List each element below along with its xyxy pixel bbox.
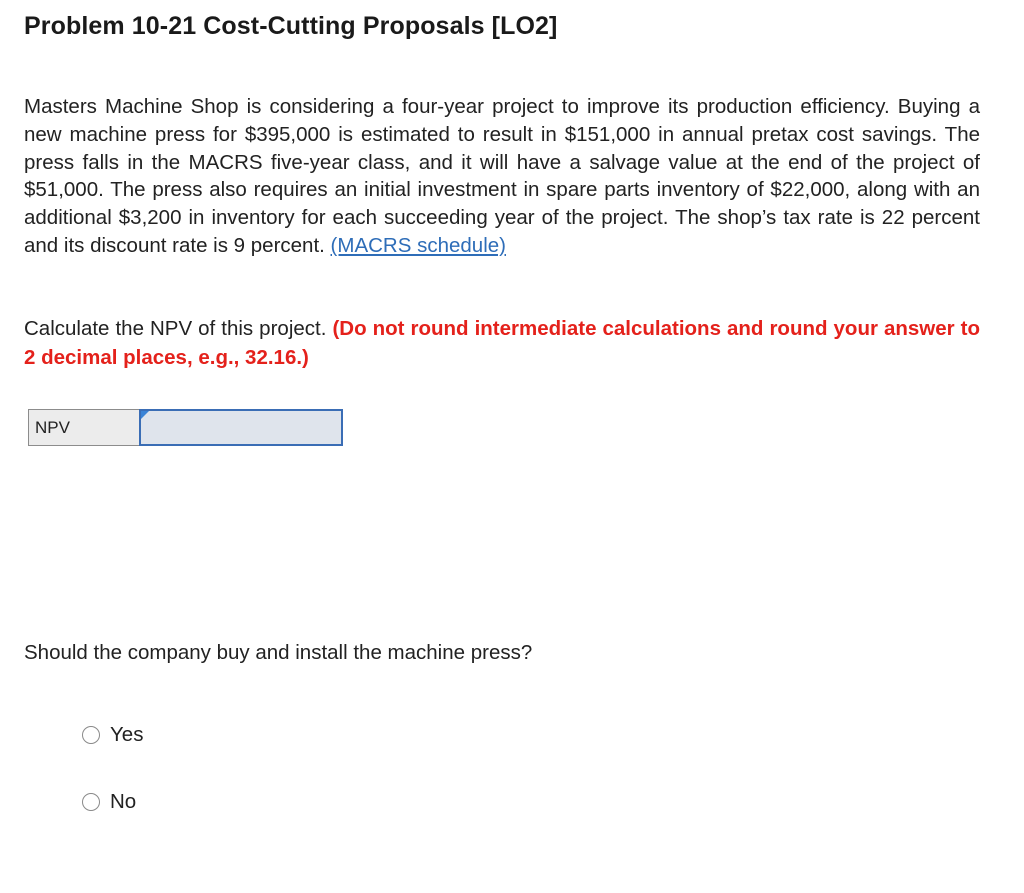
no-radio-button[interactable] xyxy=(82,793,100,811)
option-no[interactable] xyxy=(82,790,136,814)
option-yes[interactable] xyxy=(82,723,143,747)
npv-label: NPV xyxy=(28,409,140,446)
option-no-label: No xyxy=(110,790,137,813)
npv-answer-row xyxy=(28,409,343,446)
instruction xyxy=(24,315,980,372)
problem-statement xyxy=(24,93,980,260)
macrs-schedule-link[interactable]: (MACRS schedule) xyxy=(330,233,506,257)
rounding-note: (Do not round intermediate calculations and round your answer to 2 decimal places, e.g., 32.16.) xyxy=(24,317,980,369)
problem-text: Masters Machine Shop is considering a four-year project to improve its production efficiency. Buying a new machine press for $395,000 is estimated to result in $151,000 in annual pretax cost savings. The press falls in the MACRS five-year class, and it will have a salvage value at the end of the project of $51,000. The press also requires an initial investment in spare parts inventory of $22,000, along with an additional $3,200 in inventory for each succeeding year of the project. The shop’s tax rate is 22 percent and its discount rate is 9 percent. xyxy=(24,95,980,257)
instruction-text: Calculate the NPV of this project. xyxy=(24,317,327,340)
yes-radio-button[interactable] xyxy=(82,726,100,744)
input-corner-marker-icon xyxy=(141,411,149,419)
option-yes-label: Yes xyxy=(110,723,144,746)
problem-title: Problem 10-21 Cost-Cutting Proposals [LO2] xyxy=(24,12,558,40)
npv-input[interactable] xyxy=(139,409,343,446)
decision-question: Should the company buy and install the machine press? xyxy=(24,641,533,664)
